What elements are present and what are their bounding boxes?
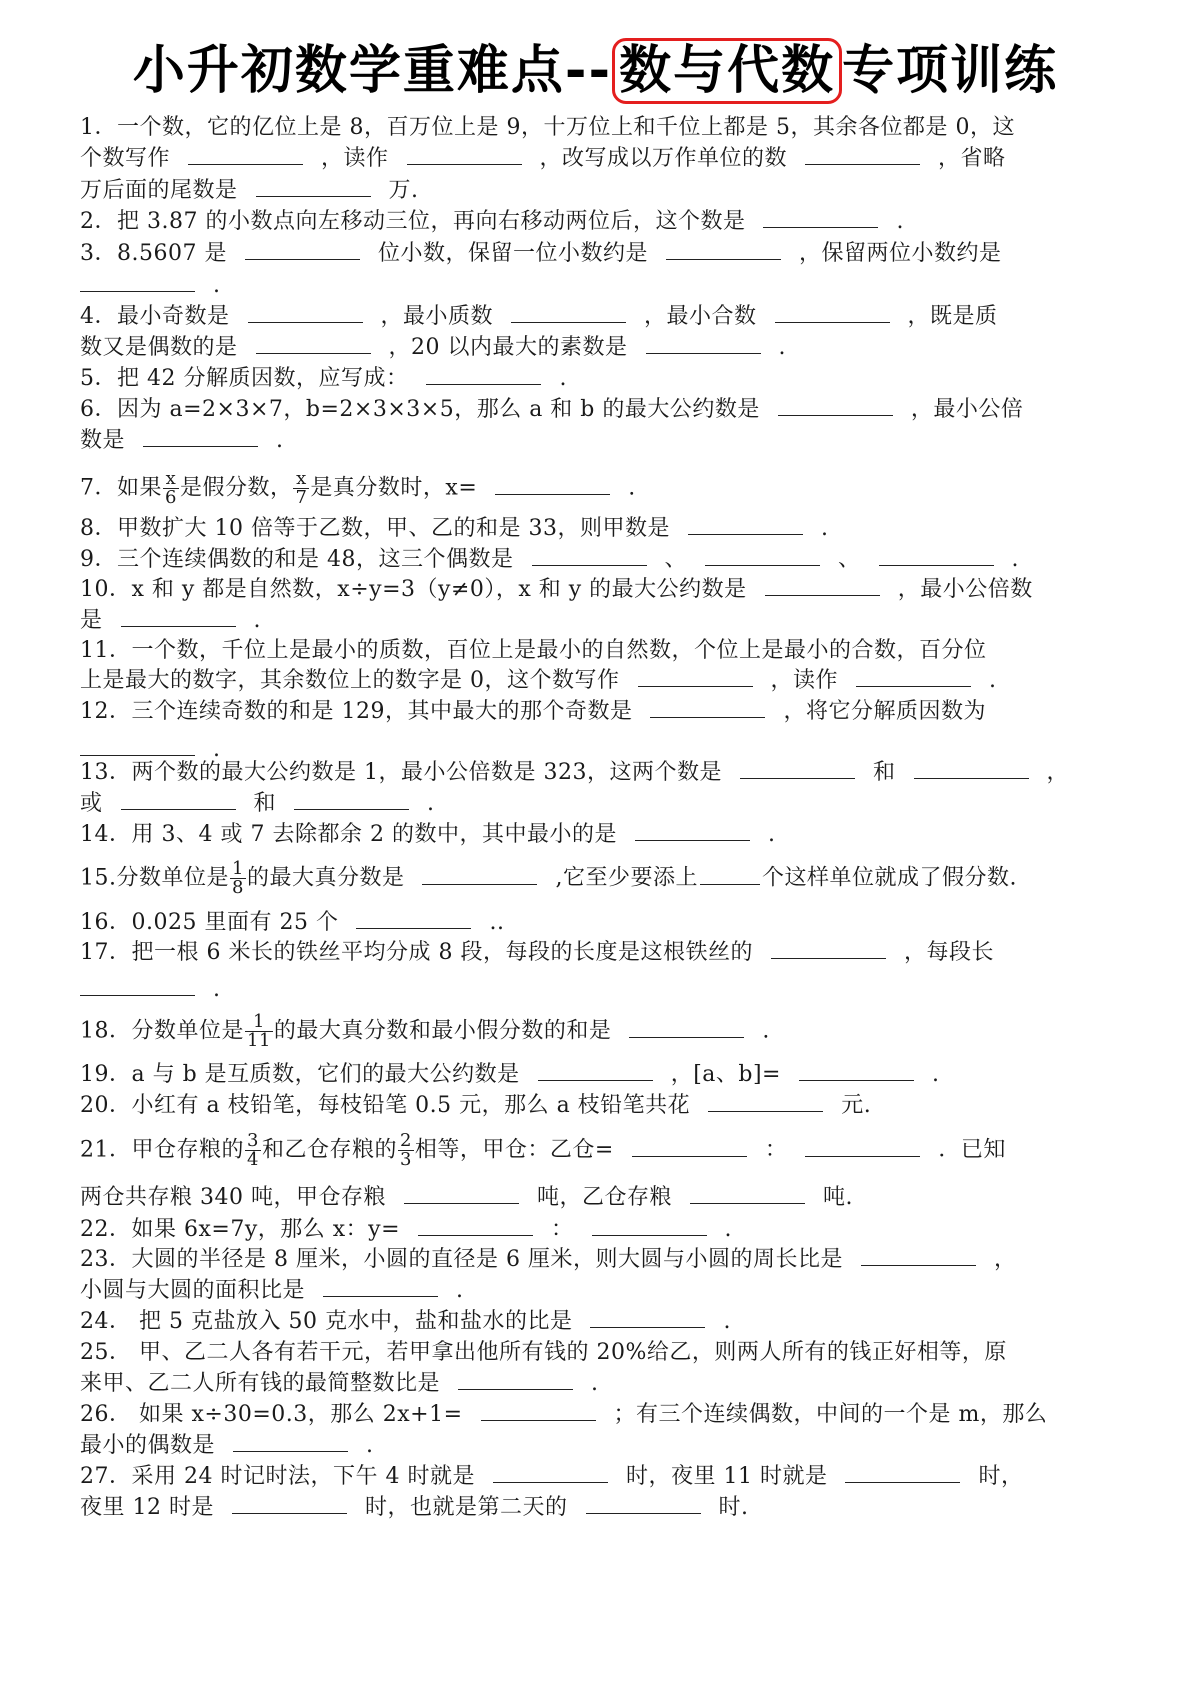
answer-blank[interactable]	[458, 1371, 573, 1390]
question-25-line-2: 来甲、乙二人所有钱的最简整数比是 .	[80, 1371, 599, 1396]
answer-blank[interactable]	[422, 866, 537, 885]
answer-blank[interactable]	[763, 209, 878, 228]
answer-blank[interactable]	[845, 1464, 960, 1483]
answer-blank[interactable]	[143, 428, 258, 447]
answer-blank[interactable]	[856, 668, 971, 687]
answer-blank[interactable]	[294, 791, 409, 810]
question-1-line-1: 1．一个数，它的亿位上是 8，百万位上是 9，十万位上和千位上都是 5，其余各位都是 0，这	[80, 115, 1015, 140]
answer-blank[interactable]	[688, 516, 803, 535]
question-24: 24． 把 5 克盐放入 50 克水中，盐和盐水的比是 .	[80, 1309, 731, 1334]
fraction-3-over-4: $\frac{3}{4}$	[247, 1130, 259, 1170]
question-13-line-1: 13．两个数的最大公约数是 1，最小公倍数是 323，这两个数是 和 ，	[80, 760, 1070, 785]
answer-blank[interactable]	[532, 547, 647, 566]
answer-blank[interactable]	[586, 1495, 701, 1514]
question-14: 14．用 3、4 或 7 去除都余 2 的数中，其中最小的是 .	[80, 822, 776, 847]
question-3-line-2: .	[80, 271, 221, 301]
question-26-line-1: 26． 如果 x÷30=0.3，那么 2x+1= ；有三个连续偶数，中间的一个是 m，那么	[80, 1402, 1048, 1427]
title-prefix: 小升初数学重难点--	[132, 41, 613, 101]
answer-blank[interactable]	[511, 304, 626, 323]
answer-blank[interactable]	[879, 547, 994, 566]
answer-blank[interactable]	[538, 1062, 653, 1081]
question-11-line-2: 上是最大的数字，其余数位上的数字是 0，这个数写作 ，读作 .	[80, 668, 997, 693]
answer-blank[interactable]	[646, 335, 761, 354]
fraction-1-over-11: $\frac{1}{11}$	[247, 1011, 271, 1051]
fraction-2-over-3: $\frac{2}{3}$	[399, 1130, 412, 1170]
answer-blank[interactable]	[690, 1185, 805, 1204]
fraction-x-over-6: $\frac{x}{6}$	[165, 468, 177, 508]
question-12-line-1: 12．三个连续奇数的和是 129，其中最大的那个奇数是 ，将它分解质因数为	[80, 699, 986, 724]
answer-blank[interactable]	[256, 178, 371, 197]
question-19: 19．a 与 b 是互质数，它们的最大公约数是 ，[a、b]= .	[80, 1062, 940, 1087]
answer-blank[interactable]	[765, 577, 880, 596]
question-15: 15.分数单位是 $\frac{1}{8}$ 的最大真分数是 ,它至少要添上 个这样单位就成了假分数.	[80, 858, 1017, 898]
answer-blank[interactable]	[629, 1019, 744, 1038]
question-11-line-1: 11．一个数，千位上是最小的质数，百位上是最小的自然数，个位上是最小的合数，百分位	[80, 638, 987, 663]
answer-blank[interactable]	[708, 1093, 823, 1112]
answer-blank[interactable]	[778, 397, 893, 416]
answer-blank[interactable]	[245, 241, 360, 260]
answer-blank[interactable]	[232, 1495, 347, 1514]
question-18: 18．分数单位是 $\frac{1}{11}$ 的最大真分数和最小假分数的和是 .	[80, 1011, 770, 1051]
answer-blank[interactable]	[356, 910, 471, 929]
question-5: 5．把 42 分解质因数，应写成： .	[80, 366, 567, 391]
question-23-line-2: 小圆与大圆的面积比是 .	[80, 1278, 464, 1303]
question-1-line-3: 万后面的尾数是 万.	[80, 178, 419, 203]
answer-blank[interactable]	[256, 335, 371, 354]
question-17-line-1: 17．把一根 6 米长的铁丝平均分成 8 段，每段的长度是这根铁丝的 ，每段长	[80, 940, 994, 965]
question-4-line-1: 4．最小奇数是 ，最小质数 ，最小合数 ，既是质	[80, 304, 998, 329]
answer-blank[interactable]	[740, 760, 855, 779]
answer-blank[interactable]	[121, 791, 236, 810]
question-16: 16．0.025 里面有 25 个 ..	[80, 910, 505, 935]
question-6-line-2: 数是 .	[80, 428, 284, 453]
fraction-1-over-8: $\frac{1}{8}$	[232, 858, 244, 898]
answer-blank[interactable]	[914, 760, 1029, 779]
question-17-line-2: .	[80, 975, 221, 1005]
answer-blank[interactable]	[407, 146, 522, 165]
answer-blank[interactable]	[248, 304, 363, 323]
question-9: 9．三个连续偶数的和是 48，这三个偶数是 、 、 .	[80, 547, 1020, 572]
question-3-line-1: 3．8.5607 是 位小数，保留一位小数约是 ，保留两位小数约是	[80, 241, 1002, 266]
answer-blank[interactable]	[638, 668, 753, 687]
answer-blank[interactable]	[233, 1433, 348, 1452]
question-26-line-2: 最小的偶数是 .	[80, 1433, 374, 1458]
question-10-line-1: 10．x 和 y 都是自然数，x÷y=3（y≠0），x 和 y 的最大公约数是 ，最小公倍数	[80, 577, 1033, 602]
answer-blank[interactable]	[805, 146, 920, 165]
page-title	[0, 38, 1191, 104]
question-8: 8．甲数扩大 10 倍等于乙数，甲、乙的和是 33，则甲数是 .	[80, 516, 829, 541]
answer-blank[interactable]	[418, 1217, 533, 1236]
answer-blank[interactable]	[650, 699, 765, 718]
fraction-x-over-7: $\frac{x}{7}$	[295, 468, 308, 508]
answer-blank[interactable]	[80, 737, 195, 756]
question-4-line-2: 数又是偶数的是 ，20 以内最大的素数是 .	[80, 335, 787, 360]
question-6-line-1: 6．因为 a=2×3×7，b=2×3×3×5，那么 a 和 b 的最大公约数是 ，最小公倍	[80, 397, 1024, 422]
answer-blank[interactable]	[80, 273, 195, 292]
question-23-line-1: 23．大圆的半径是 8 厘米，小圆的直径是 6 厘米，则大圆与小圆的周长比是 ，	[80, 1247, 1017, 1272]
question-12-line-2: .	[80, 735, 221, 765]
question-21-line-2: 两仓共存粮 340 吨，甲仓存粮 吨，乙仓存粮 吨.	[80, 1185, 853, 1210]
answer-blank[interactable]	[323, 1278, 438, 1297]
question-20: 20．小红有 a 枝铅笔，每枝铅笔 0.5 元，那么 a 枝铅笔共花 元.	[80, 1093, 872, 1118]
title-highlight: 数与代数	[612, 38, 842, 104]
answer-blank[interactable]	[705, 547, 820, 566]
answer-blank[interactable]	[635, 822, 750, 841]
question-13-line-2: 或 和 .	[80, 791, 435, 816]
answer-blank[interactable]	[775, 304, 890, 323]
answer-blank[interactable]	[495, 476, 610, 495]
answer-blank[interactable]	[700, 866, 760, 885]
answer-blank[interactable]	[80, 977, 195, 996]
answer-blank[interactable]	[121, 608, 236, 627]
question-10-line-2: 是 .	[80, 608, 262, 633]
answer-blank[interactable]	[404, 1185, 519, 1204]
answer-blank[interactable]	[590, 1309, 705, 1328]
answer-blank[interactable]	[188, 146, 303, 165]
question-25-line-1: 25． 甲、乙二人各有若干元，若甲拿出他所有钱的 20%给乙，则两人所有的钱正好相等，原	[80, 1340, 1007, 1365]
answer-blank[interactable]	[632, 1138, 747, 1157]
answer-blank[interactable]	[861, 1247, 976, 1266]
answer-blank[interactable]	[799, 1062, 914, 1081]
question-22: 22．如果 6x=7y，那么 x：y= ： .	[80, 1217, 733, 1242]
answer-blank[interactable]	[426, 366, 541, 385]
question-27-line-2: 夜里 12 时是 时，也就是第二天的 时.	[80, 1495, 749, 1520]
question-27-line-1: 27．采用 24 时记时法，下午 4 时就是 时，夜里 11 时就是 时，	[80, 1464, 1024, 1489]
answer-blank[interactable]	[592, 1217, 707, 1236]
answer-blank[interactable]	[805, 1138, 920, 1157]
title-suffix: 专项训练	[842, 41, 1059, 101]
answer-blank[interactable]	[493, 1464, 608, 1483]
answer-blank[interactable]	[666, 241, 781, 260]
question-1-line-2: 个数写作 ，读作 ，改写成以万作单位的数 ，省略	[80, 146, 1006, 171]
answer-blank[interactable]	[771, 940, 886, 959]
question-7: 7．如果 $\frac{x}{6}$ 是假分数， $\frac{x}{7}$ 是真分数时，x= .	[80, 468, 636, 508]
question-21-line-1: 21．甲仓存粮的 $\frac{3}{4}$ 和乙仓存粮的 $\frac{2}{3}$ 相等，甲仓：乙仓= ： ．已知	[80, 1130, 1006, 1170]
question-2: 2．把 3.87 的小数点向左移动三位，再向右移动两位后，这个数是 .	[80, 209, 904, 234]
answer-blank[interactable]	[481, 1402, 596, 1421]
